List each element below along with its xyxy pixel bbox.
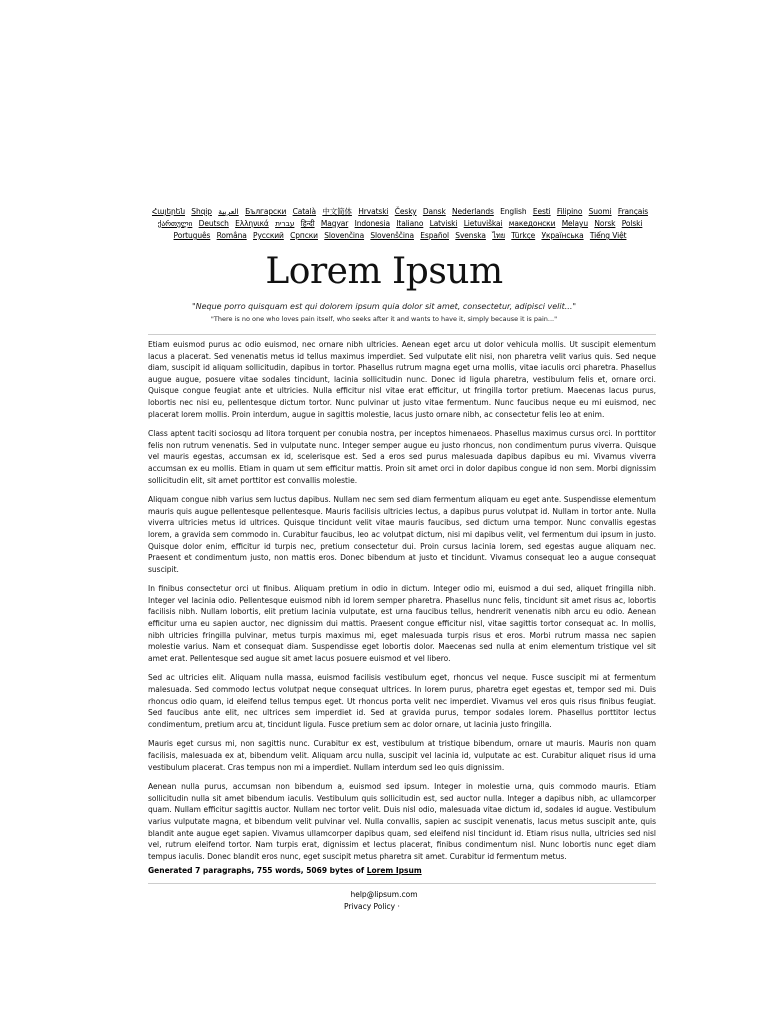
language-link[interactable]: Հայերեն <box>151 207 185 216</box>
language-link[interactable]: Türkçe <box>511 231 536 240</box>
paragraph: Class aptent taciti sociosqu ad litora torquent per conubia nostra, per inceptos himenaeos. Phasellus maximus cursus orci. In porttitor felis non rutrum venenatis. Sed in vulputate nunc. Integer semper augue eu justo rhoncus, non condimentum purus viverra. Quisque vel mauris egestas, accumsan ex id, scelerisque est. Sed a eros sed purus malesuada dapibus dapibus eu mi. Vivamus viverra accumsan ex eu mollis. Etiam in quam ut sem efficitur mattis. Proin sit amet orci in dolor dapibus congue id non sem. Morbi dignissim sollicitudin elit, sit amet porttitor est convallis molestie. <box>148 429 656 485</box>
language-link[interactable]: Latviski <box>429 219 458 228</box>
latin-quote: "Neque porro quisquam est qui dolorem ipsum quia dolor sit amet, consectetur, adipisci velit..." <box>191 302 577 311</box>
language-link[interactable]: Suomi <box>588 207 612 216</box>
language-link[interactable]: Français <box>617 207 649 216</box>
language-link[interactable]: Português <box>173 231 211 240</box>
language-link[interactable]: Eesti <box>532 207 551 216</box>
english-quote: "There is no one who loves pain itself, who seeks after it and wants to have it, simply because it is pain..." <box>210 315 558 323</box>
language-link[interactable]: Lietuviškai <box>463 219 503 228</box>
language-link[interactable]: Filipino <box>556 207 583 216</box>
language-link[interactable]: Polski <box>621 219 643 228</box>
language-link[interactable]: Dansk <box>422 207 446 216</box>
generated-summary <box>148 866 422 875</box>
language-link[interactable]: Norsk <box>594 219 616 228</box>
language-link: English <box>500 207 527 216</box>
language-link[interactable]: العربية <box>218 207 239 216</box>
language-link[interactable]: Italiano <box>396 219 424 228</box>
language-link[interactable]: Slovenčina <box>324 231 365 240</box>
language-link[interactable]: עברית <box>275 219 295 228</box>
language-link[interactable]: Tiếng Việt <box>589 231 627 240</box>
language-link[interactable]: Nederlands <box>452 207 494 216</box>
language-link[interactable]: Deutsch <box>198 219 229 228</box>
language-link[interactable]: ქართული <box>157 219 193 228</box>
language-link[interactable]: Català <box>292 207 317 216</box>
paragraph: In finibus consectetur orci ut finibus. Aliquam pretium in odio in dictum. Integer odio mi, euismod a dui sed, aliquet fringilla nibh. Integer vel lacinia odio. Pellentesque euismod nibh id lorem semper pharetra. Phasellus nunc felis, tincidunt sit amet risus ac, lobortis facilisis nibh. Nullam lobortis, elit pretium lacinia vulputate, est urna faucibus tellus, hendrerit venenatis nibh arcu eu odio. Aenean efficitur urna eu sapien auctor, nec dignissim dui mattis. Praesent congue efficitur nisl, vitae sagittis tortor consequat ac. In mollis, nibh ultricies fringilla pulvinar, metus turpis maximus mi, eget malesuada turpis risus et eros. Morbi rutrum massa nec sapien molestie varius. Nam et consequat diam. Suspendisse eget lobortis dolor. Maecenas sed nulla at enim elementum tristique vel sit amet erat. Pellentesque sed augue sit amet lacus posuere euismod et vel libero. <box>148 584 656 663</box>
language-link[interactable]: Svenska <box>455 231 486 240</box>
footer-email-link[interactable]: help@lipsum.com <box>350 890 418 899</box>
language-link[interactable]: ไทย <box>492 231 505 240</box>
language-link[interactable]: Українська <box>541 231 584 240</box>
language-link[interactable]: Indonesia <box>354 219 390 228</box>
language-link[interactable]: Česky <box>394 207 417 216</box>
language-link[interactable]: Româna <box>216 231 247 240</box>
language-link[interactable]: Hrvatski <box>358 207 389 216</box>
language-link[interactable]: Español <box>420 231 449 240</box>
generated-text: Generated 7 paragraphs, 755 words, 5069 bytes of <box>148 866 367 875</box>
paragraph: Sed ac ultricies elit. Aliquam nulla massa, euismod facilisis vestibulum eget, rhoncus vel neque. Fusce suscipit mi at fermentum malesuada. Sed commodo lectus volutpat neque consequat ultrices. In lorem purus, pharetra eget egestas et, tempor sed mi. Duis rhoncus odio quam, id eleifend tellus tempus eget. Ut rhoncus porta velit nec imperdiet. Vivamus vel eros quis risus finibus feugiat. Sed faucibus ante elit, nec ultrices sem imperdiet id. Sed at gravida purus, tempor sodales lorem. Phasellus porttitor lectus condimentum, pretium arcu at, tincidunt ligula. Fusce pretium sem ac dolor ornare, ut lacinia justo fringilla. <box>148 673 656 729</box>
privacy-policy-link[interactable]: Privacy Policy · <box>344 902 400 911</box>
divider <box>148 334 656 335</box>
language-link[interactable]: Slovenščina <box>370 231 414 240</box>
language-link[interactable]: Magyar <box>320 219 349 228</box>
paragraph: Aenean nulla purus, accumsan non bibendum a, euismod sed ipsum. Integer in molestie urna, quis commodo mauris. Etiam sollicitudin nulla sit amet bibendum iaculis. Vestibulum quis sollicitudin est, sed auctor nulla. Integer a dapibus nibh, ac ullamcorper quam. Nullam efficitur sagittis auctor. Nullam nec tortor velit. Duis nisl odio, malesuada vitae dictum id, sodales id augue. Vestibulum varius vulputate magna, et bibendum velit pulvinar vel. Nulla convallis, sapien ac suscipit venenatis, lacus metus suscipit ante, quis blandit ante augue eget sapien. Vivamus ullamcorper dapibus quam, sed eleifend nisl tincidunt id. Etiam risus nulla, ultricies sed nisl vel, rutrum eleifend tortor. Nam turpis erat, dignissim et lectus placerat, finibus condimentum nisl. Nunc lobortis nunc eget diam tempus iaculis. Donec blandit eros nunc, eget suscipit metus pharetra sit amet. Curabitur id fermentum metus. <box>148 782 656 861</box>
paragraph: Aliquam congue nibh varius sem luctus dapibus. Nullam nec sem sed diam fermentum aliquam eu eget ante. Suspendisse elementum mauris quis augue pellentesque pellentesque. Mauris facilisis ultricies lectus, a dapibus purus volutpat id. Nullam in tortor ante. Nulla viverra ultricies metus id ultrices. Quisque tincidunt velit vitae mauris faucibus, sed dictum urna tempor. Nunc convallis egestas lorem, a gravida sem commodo in. Curabitur faucibus, leo ac volutpat dictum, nisi mi dapibus velit, vel fermentum dui ipsum in justo. Quisque dolor enim, efficitur id turpis nec, pretium consectetur dui. Proin cursus lacinia lorem, sed egestas augue aliquam nec. Praesent et condimentum justo, non mattis eros. Donec bibendum at justo et tincidunt. Vivamus consequat leo a augue consequat suscipit. <box>148 495 656 574</box>
language-link[interactable]: Ελληνικά <box>235 219 269 228</box>
language-link[interactable]: македонски <box>508 219 556 228</box>
paragraph: Mauris eget cursus mi, non sagittis nunc. Curabitur ex est, vestibulum at tristique bibendum, ornare ut mauris. Mauris non quam facilisis, malesuada ex at, bibendum velit. Aliquam arcu nulla, suscipit vel lacinia id, vulputate ac est. Curabitur aliquet risus id urna vestibulum placerat. Cras tempus non mi a imperdiet. Nullam interdum sed leo quis dignissim. <box>148 739 656 772</box>
lipsum-content <box>148 339 656 870</box>
language-link[interactable]: Српски <box>290 231 318 240</box>
language-list <box>140 206 660 242</box>
language-link[interactable]: 中文简体 <box>322 207 352 216</box>
paragraph: Etiam euismod purus ac odio euismod, nec ornare nibh ultricies. Aenean eget arcu ut dolor vehicula mollis. Ut suscipit elementum lacus a placerat. Sed venenatis metus id tellus maximus imperdiet. Sed vulputate elit nisi, non pharetra velit varius quis. Sed neque diam, suscipit id aliquam sollicitudin, dapibus in tortor. Phasellus rutrum magna eget urna mollis, vitae iaculis orci pharetra. Phasellus augue augue, posuere vitae sodales tincidunt, lacinia sollicitudin nunc. Donec id ligula pharetra, vestibulum felis et, ornare orci. Quisque congue feugiat ante et ultricies. Nulla efficitur nisl vitae erat efficitur, ut fringilla tortor pretium. Maecenas lacus purus, lobortis nec nisi eu, pellentesque dictum tortor. Nunc pulvinar ut justo vitae fermentum. Nunc faucibus neque eu mi euismod, nec placerat lorem mollis. Proin interdum, augue in sagittis molestie, lacus justo ornare nibh, ac consectetur felis leo at enim. <box>148 340 656 419</box>
lorem-ipsum-link[interactable]: Lorem Ipsum <box>366 866 422 875</box>
language-link[interactable]: Shqip <box>191 207 212 216</box>
footer-divider <box>148 883 656 884</box>
language-link[interactable]: Melayu <box>561 219 589 228</box>
language-link[interactable]: हिन्दी <box>300 219 315 228</box>
language-link[interactable]: Български <box>245 207 287 216</box>
language-link[interactable]: Pyccкий <box>253 231 284 240</box>
site-logo[interactable]: Lorem Ipsum <box>265 251 503 292</box>
